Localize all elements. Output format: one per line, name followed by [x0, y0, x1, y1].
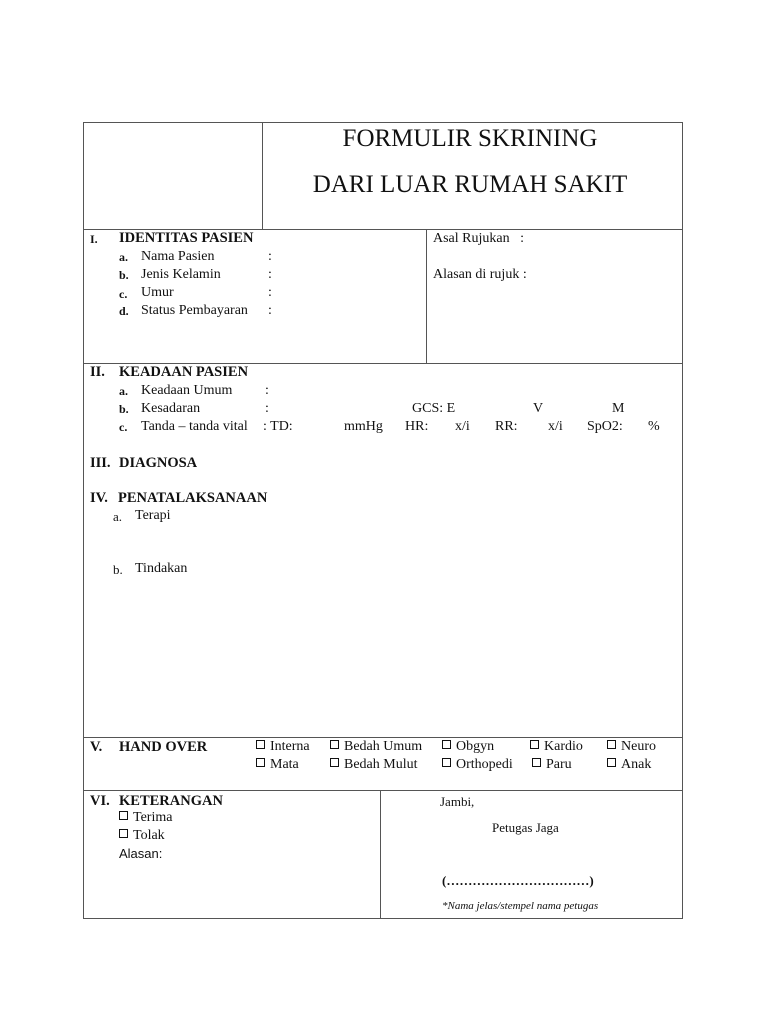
- checkbox-label: Bedah Mulut: [344, 757, 418, 772]
- signature-line: (……………………………): [442, 873, 594, 888]
- item-letter: a.: [113, 509, 123, 524]
- checkbox-icon: [330, 740, 339, 749]
- checkbox-icon: [119, 829, 128, 838]
- handover-checkbox-neuro[interactable]: [607, 740, 656, 754]
- field-colon: :: [268, 267, 272, 282]
- section-number: V.: [90, 739, 103, 755]
- divider: [83, 790, 683, 791]
- field-colon: :: [268, 303, 272, 318]
- section1-divider: [426, 229, 427, 363]
- checkbox-icon: [532, 758, 541, 767]
- checkbox-label: Orthopedi: [456, 757, 513, 772]
- checkbox-label: Terima: [133, 810, 173, 825]
- checkbox-icon: [256, 740, 265, 749]
- gcs-label: GCS: E: [412, 401, 456, 416]
- field-label-kesadaran: Kesadaran: [141, 401, 201, 416]
- field-colon: :: [268, 285, 272, 300]
- checkbox-label: Kardio: [544, 739, 583, 754]
- vital-unit-mmhg: mmHg: [344, 419, 383, 434]
- field-colon: :: [265, 401, 269, 416]
- handover-checkbox-anak[interactable]: [607, 758, 651, 772]
- item-letter: c.: [119, 287, 128, 301]
- section-number: VI.: [90, 793, 110, 809]
- form-title-line2: DARI LUAR RUMAH SAKIT: [312, 171, 628, 198]
- field-label-td: : TD:: [263, 419, 293, 434]
- checkbox-icon: [607, 758, 616, 767]
- checkbox-label: Bedah Umum: [344, 739, 423, 754]
- checkbox-icon: [607, 740, 616, 749]
- checkbox-label: Obgyn: [456, 739, 495, 754]
- item-letter: b.: [119, 402, 129, 416]
- divider: [83, 737, 683, 738]
- keterangan-checkbox-terima[interactable]: [119, 811, 172, 825]
- section-title: IDENTITAS PASIEN: [119, 230, 254, 246]
- checkbox-label: Anak: [621, 757, 652, 772]
- vital-label-spo2: SpO2:: [587, 419, 623, 434]
- item-letter: a.: [119, 384, 128, 398]
- field-label-tanda-vital: Tanda – tanda vital: [141, 419, 248, 434]
- checkbox-icon: [119, 811, 128, 820]
- handover-checkbox-paru[interactable]: [532, 758, 572, 772]
- field-label-alasan-dirujuk: Alasan di rujuk :: [433, 267, 527, 282]
- checkbox-label: Mata: [270, 757, 299, 772]
- field-label-keadaan-umum: Keadaan Umum: [141, 383, 233, 398]
- field-label-tindakan: Tindakan: [135, 561, 188, 576]
- gcs-m-label: M: [612, 401, 625, 416]
- vital-unit-xi: x/i: [548, 419, 563, 434]
- field-label-nama-pasien: Nama Pasien: [141, 249, 215, 264]
- section-title: PENATALAKSANAAN: [118, 490, 268, 506]
- section-title: DIAGNOSA: [119, 455, 198, 471]
- checkbox-icon: [530, 740, 539, 749]
- petugas-jaga-label: Petugas Jaga: [492, 820, 559, 835]
- section-title: KEADAAN PASIEN: [119, 364, 249, 380]
- field-label-terapi: Terapi: [135, 508, 171, 523]
- signature-note: *Nama jelas/stempel nama petugas: [442, 900, 599, 912]
- field-label-jenis-kelamin: Jenis Kelamin: [141, 267, 221, 282]
- section-title: HAND OVER: [119, 739, 208, 755]
- item-letter: d.: [119, 304, 129, 318]
- field-label-alasan: Alasan:: [119, 846, 163, 861]
- handover-checkbox-interna[interactable]: [256, 740, 310, 754]
- checkbox-label: Interna: [270, 739, 310, 754]
- field-colon: :: [265, 383, 269, 398]
- field-label-umur: Umur: [141, 285, 174, 300]
- section-number: III.: [90, 455, 111, 471]
- field-colon: :: [268, 249, 272, 264]
- section-number: IV.: [90, 490, 108, 506]
- item-letter: b.: [119, 268, 129, 282]
- checkbox-icon: [256, 758, 265, 767]
- gcs-v-label: V: [533, 401, 544, 416]
- vital-unit-percent: %: [648, 419, 660, 434]
- handover-checkbox-bedah-mulut[interactable]: [330, 758, 418, 772]
- section-number: II.: [90, 364, 105, 380]
- checkbox-label: Tolak: [133, 828, 165, 843]
- checkbox-icon: [442, 740, 451, 749]
- handover-checkbox-orthopedi[interactable]: [442, 758, 513, 772]
- vital-label-hr: HR:: [405, 419, 429, 434]
- item-letter: b.: [113, 562, 123, 577]
- place-label: Jambi,: [440, 794, 475, 809]
- section-title: KETERANGAN: [119, 793, 223, 809]
- handover-checkbox-bedah-umum[interactable]: [330, 740, 422, 754]
- checkbox-icon: [330, 758, 339, 767]
- checkbox-icon: [442, 758, 451, 767]
- item-letter: a.: [119, 250, 128, 264]
- field-label-status-pembayaran: Status Pembayaran: [141, 303, 248, 318]
- item-letter: c.: [119, 420, 128, 434]
- vital-unit-xi: x/i: [455, 419, 470, 434]
- field-label-asal-rujukan: Asal Rujukan :: [433, 231, 524, 246]
- vital-label-rr: RR:: [495, 419, 518, 434]
- section6-divider: [380, 790, 381, 919]
- checkbox-label: Neuro: [621, 739, 656, 754]
- handover-checkbox-obgyn[interactable]: [442, 740, 494, 754]
- form-title-line1: FORMULIR SKRINING: [342, 125, 598, 152]
- section-number: I.: [90, 232, 98, 246]
- keterangan-checkbox-tolak[interactable]: [119, 829, 165, 843]
- handover-checkbox-mata[interactable]: [256, 758, 299, 772]
- checkbox-label: Paru: [546, 757, 572, 772]
- handover-checkbox-kardio[interactable]: [530, 740, 583, 754]
